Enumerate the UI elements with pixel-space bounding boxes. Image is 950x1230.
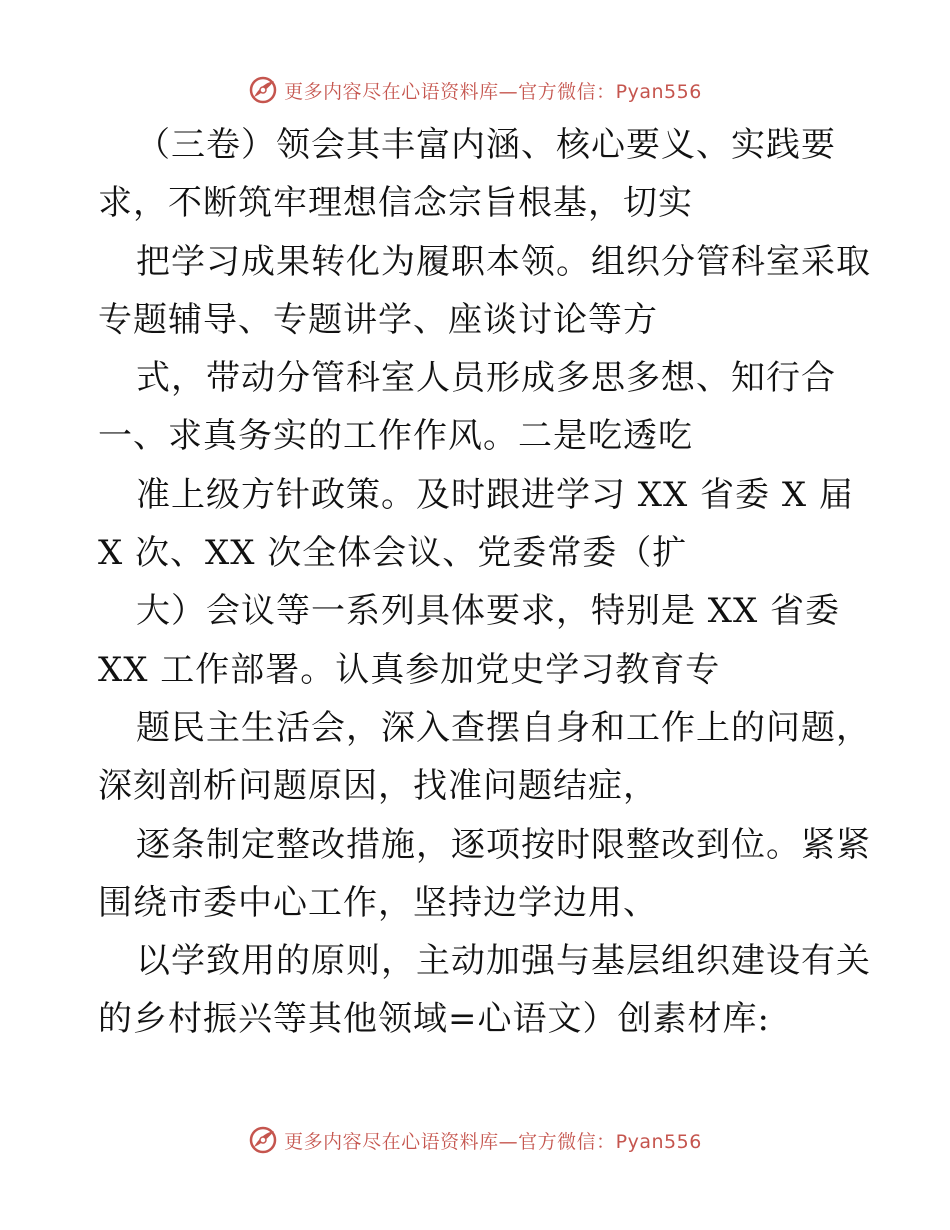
text-line: 专题辅导、专题讲学、座谈讨论等方 [98, 299, 658, 340]
text-line: X 次、XX 次全体会议、党委常委（扩 [98, 533, 688, 574]
quill-seal-icon [248, 1125, 278, 1155]
text-line: 一、求真务实的工作作风。二是吃透吃 [98, 416, 693, 457]
header-watermark [0, 70, 950, 110]
text-line: 式，带动分管科室人员形成多思多想、知行合 [136, 358, 836, 399]
quill-seal-icon [248, 75, 278, 105]
text-line: 求，不断筑牢理想信念宗旨根基，切实 [98, 183, 693, 224]
footer-watermark [0, 1120, 950, 1160]
text-line: （三卷）领会其丰富内涵、核心要义、实践要 [136, 125, 836, 165]
text-line: 深刻剖析问题原因，找准问题结症， [98, 766, 658, 807]
text-line: 准上级方针政策。及时跟进学习 XX 省委 X 届 [136, 474, 854, 515]
footer-watermark-text: 更多内容尽在心语资料库—官方微信：Pyan556 [284, 1130, 702, 1153]
text-line: 围绕市委中心工作，坚持边学边用、 [98, 882, 658, 923]
document-body [98, 116, 871, 1049]
text-line: 逐条制定整改措施，逐项按时限整改到位。紧紧 [136, 824, 871, 865]
text-line: 大）会议等一系列具体要求，特别是 XX 省委 [136, 591, 841, 632]
text-line: 的乡村振兴等其他领域=心语文）创素材库: [98, 999, 770, 1040]
text-line: 以学致用的原则，主动加强与基层组织建设有关 [136, 941, 871, 982]
header-watermark-text: 更多内容尽在心语资料库—官方微信：Pyan556 [284, 80, 702, 103]
text-line: 把学习成果转化为履职本领。组织分管科室采取 [136, 241, 871, 282]
text-line: XX 工作部署。认真参加党史学习教育专 [98, 649, 721, 690]
text-line: 题民主生活会，深入查摆自身和工作上的问题， [136, 707, 871, 748]
